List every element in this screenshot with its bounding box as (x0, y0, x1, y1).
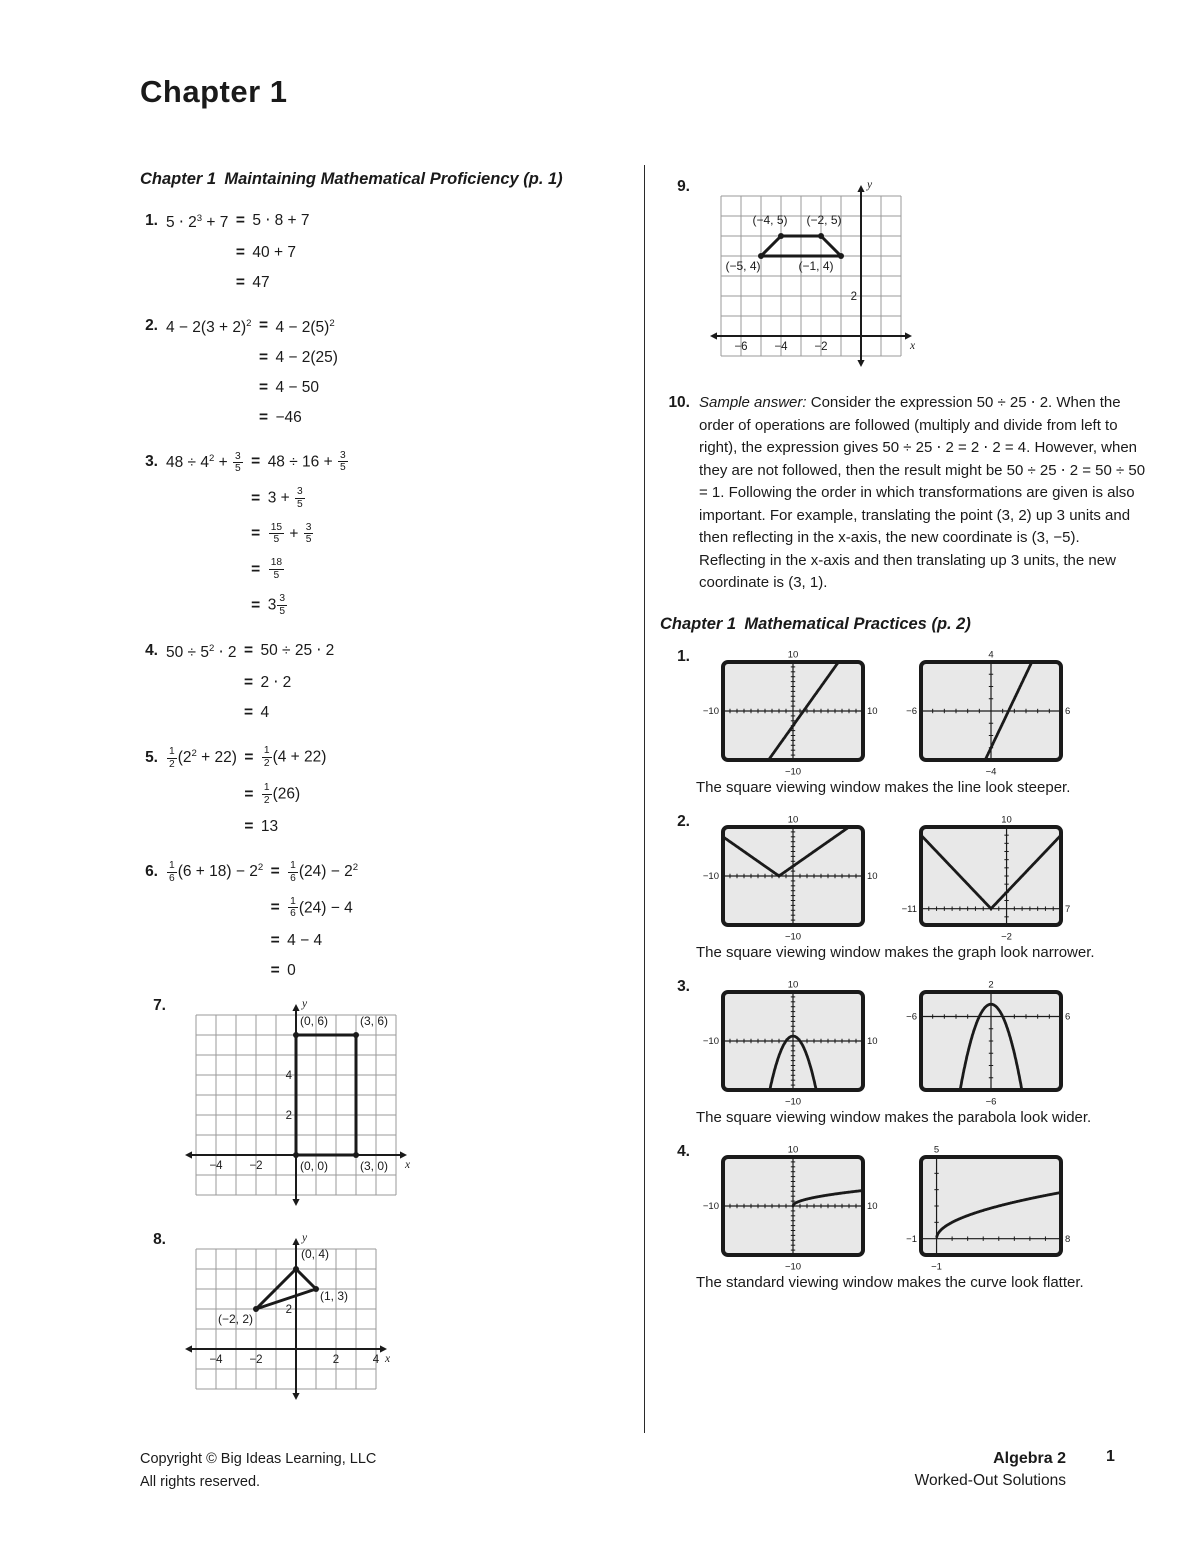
problem-number: 9. (677, 178, 690, 195)
fraction: $\frac{3}{5}$ (235, 450, 241, 475)
problem-10 (660, 392, 1146, 595)
expression-lhs: $\frac{1}{2}$ $(2^2 + 22)$ (169, 746, 237, 770)
problem-10-answer (699, 392, 1146, 595)
svg-text:−1: −1 (931, 1261, 942, 1272)
expression-lhs (166, 247, 228, 258)
calc-screen-2-2 (897, 813, 1083, 943)
svg-text:10: 10 (1001, 814, 1012, 825)
practice-item-4 (660, 1143, 1146, 1291)
equals-sign: = (258, 378, 269, 396)
solution-step: 4 − 4 (287, 932, 323, 950)
exponent: 2 (352, 862, 359, 874)
svg-text:y: y (302, 997, 308, 1010)
problem-number (140, 564, 166, 575)
equals-sign: = (251, 489, 261, 507)
practice-caption: The square viewing window makes the line look steeper. (696, 778, 1071, 796)
calc-screen-4-1 (699, 1143, 885, 1273)
calc-screen-1-1 (699, 648, 885, 778)
problem-3 (140, 443, 636, 622)
problem-number (140, 600, 166, 611)
expression-lhs: $50 \div 5^2 \cdot 2$ (166, 643, 237, 662)
svg-text:−10: −10 (702, 870, 719, 882)
svg-text:2: 2 (285, 1303, 292, 1316)
equals-sign: = (244, 818, 254, 836)
solution-step: 5 ⋅ 8 + 7 (252, 211, 310, 229)
expression-lhs: $\frac{1}{6}$ $(6 + 18) - 2^2$ (169, 860, 264, 884)
fraction: $\frac{3}{5}$ (339, 449, 346, 474)
svg-text:−4: −4 (209, 1353, 223, 1366)
calc-screen-4-2 (897, 1143, 1083, 1273)
svg-text:10: 10 (867, 705, 878, 717)
practice-item-3 (660, 978, 1146, 1126)
practice-item-2 (660, 813, 1146, 961)
problem-4 (140, 634, 636, 728)
viewing-windows (699, 813, 1083, 943)
right-column (660, 168, 1146, 1308)
svg-text:−10: −10 (784, 1096, 802, 1107)
fraction: $\frac{18}{5}$ (270, 557, 283, 581)
svg-text:(−2, 2): (−2, 2) (217, 1311, 253, 1326)
svg-text:−10: −10 (702, 705, 719, 717)
practice-graphs-row (660, 978, 1146, 1108)
graph-8 (140, 1231, 636, 1407)
viewing-windows (699, 1143, 1083, 1273)
svg-text:10: 10 (787, 979, 799, 990)
svg-text:(−1, 4): (−1, 4) (798, 259, 834, 273)
exponent: 2 (191, 748, 197, 760)
practice-caption: The square viewing window makes the parabola look wider. (696, 1108, 1092, 1126)
problem-number (140, 821, 166, 832)
fraction: $\frac{3}{5}$ (305, 521, 312, 546)
svg-text:6: 6 (1065, 705, 1071, 717)
svg-text:−10: −10 (784, 1261, 802, 1272)
equals-sign: = (243, 704, 254, 722)
svg-text:8: 8 (1065, 1233, 1071, 1245)
problem-7-graph-block (140, 997, 636, 1213)
problem-1 (140, 203, 636, 297)
practice-graphs-row (660, 813, 1146, 943)
expression-lhs: $5 \cdot 2^3 + 7$ (166, 212, 229, 231)
svg-text:(1, 3): (1, 3) (320, 1288, 349, 1303)
expression-lhs (166, 600, 244, 611)
problem-number: 8. (153, 1230, 166, 1248)
svg-text:10: 10 (867, 870, 878, 882)
problem-number (140, 493, 166, 504)
copyright-line-1: Copyright © Big Ideas Learning, LLC (140, 1451, 377, 1467)
svg-text:4: 4 (988, 649, 994, 660)
section-heading-practices: Chapter 1 Mathematical Practices (p. 2) (660, 614, 971, 633)
graph-8-svg (178, 1231, 394, 1407)
svg-text:−11: −11 (901, 903, 917, 915)
solution-step: 4 − 2(25) (275, 348, 338, 366)
problem-number: 2. (677, 812, 690, 830)
page-number: 1 (1106, 1448, 1115, 1465)
calc-screen-1-2 (897, 648, 1083, 778)
exponent: 2 (208, 643, 215, 655)
svg-text:−6: −6 (985, 1096, 997, 1107)
solution-step: 4 − 50 (275, 378, 320, 396)
problem-number: 3. (145, 453, 158, 471)
svg-text:2: 2 (988, 979, 994, 990)
book-title-footer (858, 1448, 1066, 1492)
solution-step: $\frac{15}{5}$ + $\frac{3}{5}$ (270, 521, 312, 546)
equals-sign: = (258, 316, 269, 334)
problem-number (140, 528, 166, 539)
viewing-windows (699, 978, 1083, 1108)
equals-sign: = (244, 749, 254, 767)
problem-number: 6. (145, 862, 158, 880)
solution-step: $\frac{1}{6}$ $(24) - 2^2$ (290, 860, 359, 884)
practice-item-1 (660, 648, 1146, 796)
practice-caption: The square viewing window makes the graph look narrower. (696, 943, 1095, 961)
calc-screen-3-1 (699, 978, 885, 1108)
solution-step: 4 (260, 704, 270, 722)
problem-6 (140, 853, 636, 986)
viewing-windows (699, 648, 1083, 778)
expression-lhs (166, 902, 263, 913)
worked-solutions-list (140, 203, 636, 986)
solution-step: 2 ⋅ 2 (260, 674, 292, 692)
svg-text:2: 2 (285, 1109, 292, 1122)
problem-number (140, 382, 166, 393)
svg-text:2: 2 (850, 291, 857, 303)
fraction: $\frac{1}{6}$ (169, 860, 175, 884)
problem-number (140, 277, 166, 288)
practice-graphs-row (660, 1143, 1146, 1273)
svg-text:−10: −10 (784, 766, 802, 777)
equals-sign: = (270, 932, 280, 950)
svg-text:x: x (385, 1352, 391, 1365)
solution-step: −46 (275, 408, 302, 426)
svg-text:2: 2 (332, 1353, 340, 1366)
expression-lhs (166, 352, 251, 363)
book-title: Algebra 2 (993, 1450, 1066, 1467)
solution-step: $4 - 2(5)^2$ (275, 317, 335, 336)
practice-graphs-row (660, 648, 1146, 778)
svg-text:5: 5 (933, 1144, 940, 1155)
equals-sign: = (270, 862, 280, 880)
svg-text:6: 6 (1065, 1011, 1071, 1023)
book-subtitle: Worked-Out Solutions (914, 1472, 1066, 1489)
equals-sign: = (235, 243, 245, 261)
calc-screen-3-2 (897, 978, 1083, 1108)
equals-sign: = (270, 899, 280, 917)
problem-number (140, 412, 166, 423)
equals-sign: = (258, 348, 269, 366)
solution-step: 0 (287, 962, 296, 980)
expression-lhs (166, 564, 244, 575)
svg-text:4: 4 (372, 1353, 380, 1366)
solution-step: 3 + $\frac{3}{5}$ (267, 486, 303, 510)
svg-text:−2: −2 (249, 1353, 263, 1366)
solution-step: $\frac{1}{6}$ (24) − 4 (290, 895, 353, 920)
fraction: $\frac{1}{2}$ (263, 781, 270, 806)
svg-text:(3, 0): (3, 0) (360, 1158, 389, 1173)
problem-number: 10. (668, 394, 690, 411)
mathematical-practices-list (660, 648, 1146, 1291)
svg-text:−4: −4 (774, 341, 788, 353)
problem-number (140, 707, 166, 718)
svg-text:−2: −2 (814, 341, 828, 353)
fraction: $\frac{3}{5}$ (296, 486, 303, 510)
solution-step (268, 552, 636, 588)
problem-number (140, 902, 166, 913)
svg-text:(−2, 5): (−2, 5) (806, 213, 842, 227)
solution-step: 48 ÷ 16 + $\frac{3}{5}$ (267, 449, 346, 474)
exponent: 2 (246, 317, 252, 329)
fraction: $\frac{3}{5}$ (279, 592, 285, 617)
equals-sign: = (251, 453, 261, 471)
column-divider (644, 165, 645, 1433)
svg-text:(−4, 5): (−4, 5) (752, 213, 788, 227)
problem-9-graph-block (660, 178, 1146, 374)
svg-text:10: 10 (787, 1144, 799, 1155)
graph-7 (140, 997, 636, 1213)
svg-text:−10: −10 (784, 931, 802, 942)
equals-sign: = (251, 596, 261, 614)
copyright-notice (140, 1448, 376, 1494)
svg-text:−6: −6 (906, 1011, 917, 1023)
solution-step: $\frac{1}{2}$ (4 + 22) (263, 745, 327, 770)
problem-number: 4. (677, 1142, 690, 1160)
svg-text:−10: −10 (702, 1200, 719, 1212)
fraction: $\frac{1}{2}$ (263, 745, 270, 770)
problem-number: 3. (677, 977, 690, 995)
svg-text:−6: −6 (734, 341, 748, 353)
solution-step: $\frac{1}{2}$ (26) (263, 781, 301, 806)
sample-answer-text: Consider the expression 50 ÷ 25 ⋅ 2. When the order of operations are followed (multiply and divide from left to right), the expression gives 50 ÷ 25 ⋅ 2 = 2 ⋅ 2 = 4. However, when they are not followed, then the result might be 50 ÷ 25 ⋅ 2 = 50 ÷ 50 = 1. Following the order in which transformations are given is also important. For example, translating the point (3, 2) up 3 units and then reflecting in the x-axis, the new coordinate is (3, −5). Reflecting in the x-axis and then translating up 3 units, the new coordinate is (3, 1). (699, 394, 1146, 591)
svg-text:(−5, 4): (−5, 4) (725, 259, 761, 273)
expression-lhs (166, 821, 237, 832)
svg-text:10: 10 (787, 649, 799, 660)
equals-sign: = (235, 273, 245, 291)
expression-lhs: $48 \div 4^2$ + $\frac{3}{5}$ (166, 450, 241, 475)
problem-number (140, 965, 166, 976)
equals-sign: = (251, 525, 261, 543)
expression-lhs (166, 528, 244, 539)
exponent: 2 (208, 452, 215, 464)
equals-sign: = (270, 962, 280, 980)
equals-sign: = (243, 642, 254, 660)
fraction: $\frac{1}{2}$ (169, 746, 175, 770)
svg-text:(0, 6): (0, 6) (300, 1013, 329, 1028)
problem-number: 2. (145, 316, 158, 334)
svg-text:−2: −2 (249, 1159, 263, 1172)
svg-text:y: y (302, 1231, 308, 1244)
svg-text:x: x (910, 340, 916, 352)
problem-number: 4. (145, 642, 158, 660)
exponent: 2 (329, 317, 335, 329)
problem-2 (140, 308, 636, 432)
svg-text:−4: −4 (209, 1159, 223, 1172)
expression-lhs (166, 412, 251, 423)
solution-step: 50 ÷ 25 ⋅ 2 (260, 642, 335, 660)
svg-text:10: 10 (867, 1035, 878, 1047)
problem-number: 7. (153, 996, 166, 1014)
svg-text:(0, 0): (0, 0) (300, 1158, 329, 1173)
problem-number (140, 247, 166, 258)
problem-number: 1. (677, 647, 690, 665)
calc-screen-2-1 (699, 813, 885, 943)
problem-number: 1. (145, 211, 158, 229)
svg-text:−1: −1 (906, 1233, 917, 1245)
fraction: $\frac{1}{6}$ (290, 860, 296, 884)
problem-number: 5. (145, 749, 158, 767)
expression-lhs (166, 493, 244, 504)
expression-lhs (166, 382, 251, 393)
svg-text:10: 10 (787, 814, 799, 825)
svg-text:4: 4 (285, 1069, 292, 1082)
equals-sign: = (243, 674, 254, 692)
equals-sign: = (235, 211, 245, 229)
expression-lhs (166, 277, 228, 288)
left-column (140, 170, 636, 1425)
problem-number (140, 935, 166, 946)
fraction: $\frac{1}{6}$ (290, 895, 296, 920)
svg-text:−4: −4 (985, 766, 997, 777)
problem-5 (140, 739, 636, 842)
svg-text:y: y (867, 179, 873, 191)
svg-text:−10: −10 (702, 1035, 719, 1047)
sample-answer-label: Sample answer: (699, 394, 807, 411)
svg-text:10: 10 (867, 1200, 878, 1212)
graph-7-svg (178, 997, 414, 1213)
svg-text:(3, 6): (3, 6) (360, 1013, 389, 1028)
solution-step: 13 (260, 818, 279, 836)
equals-sign: = (251, 560, 261, 578)
solution-step: 3 $\frac{3}{5}$ (267, 592, 285, 617)
section-heading-proficiency: Chapter 1 Maintaining Mathematical Proficiency (p. 1) (140, 170, 563, 188)
equals-sign: = (244, 785, 254, 803)
expression-lhs (166, 677, 237, 688)
solution-step: 40 + 7 (252, 243, 296, 261)
expression-lhs (166, 707, 237, 718)
practice-caption: The standard viewing window makes the curve look flatter. (696, 1273, 1084, 1291)
svg-text:x: x (405, 1158, 411, 1171)
expression-lhs (166, 789, 237, 800)
expression-lhs: $4 - 2(3 + 2)^2$ (166, 317, 252, 336)
fraction: $\frac{15}{5}$ (270, 521, 283, 546)
exponent: 3 (196, 212, 203, 224)
problem-number (140, 352, 166, 363)
svg-text:7: 7 (1065, 903, 1071, 915)
svg-text:−2: −2 (1001, 931, 1012, 942)
equals-sign: = (258, 408, 269, 426)
problem-8-graph-block (140, 1231, 636, 1407)
expression-lhs (166, 935, 263, 946)
exponent: 2 (257, 862, 264, 874)
graph-9 (660, 178, 1146, 374)
svg-text:−6: −6 (906, 705, 917, 717)
problem-number (140, 677, 166, 688)
problem-number (140, 789, 166, 800)
page-title: Chapter 1 (140, 74, 288, 109)
graph-9-svg (703, 178, 919, 374)
copyright-line-2: All rights reserved. (140, 1474, 261, 1490)
solution-step: 47 (252, 273, 270, 291)
svg-text:(0, 4): (0, 4) (301, 1246, 330, 1261)
expression-lhs (166, 965, 263, 976)
